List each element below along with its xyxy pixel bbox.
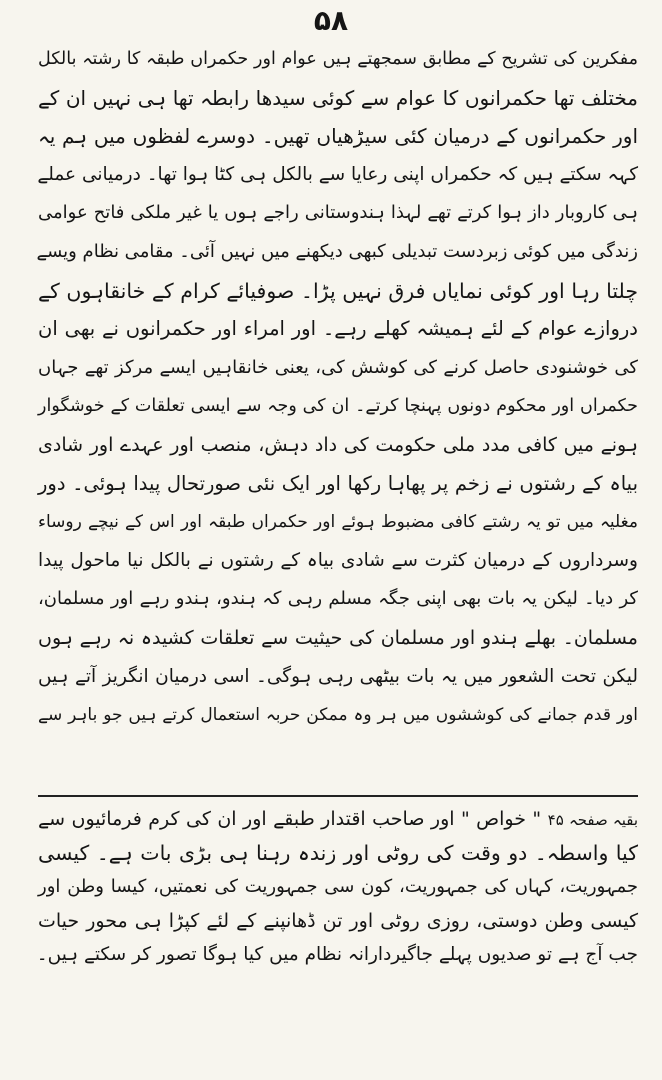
text-line: وسرداروں کے درمیان کثرت سے شادی بیاہ کے رشتوں نے بالکل نیا ماحول پیدا [38,549,638,571]
text-line: کی خوشنودی حاصل کرنے کی کوشش کی، یعنی خانقاہیں ایسے مرکز تھے جہاں [38,356,638,378]
text-line: ہونے میں کافی مدد ملی حکومت کی داد دہش، منصب اور عہدے اور شادی [38,433,638,456]
text-line: کہہ سکتے ہیں کہ حکمراں اپنی رعایا سے بالکل ہی کٹا ہوا تھا۔ درمیانی عملے [37,163,638,185]
footnote-line [38,802,638,836]
text-line: اور قدم جمانے کی کوششوں میں ہر وہ ممکن حربہ استعمال کرتے ہیں جو باہر سے [38,705,638,726]
page-number: ۵۸ [313,4,349,37]
footnote-text: " خواص " اور صاحب اقتدار طبقے اور ان کی کرم فرمائیوں سے [38,808,542,830]
text-line: مغلیہ میں تو یہ رشتے کافی مضبوط ہوئے اور حکمراں طبقہ اور اس کے نیچے روساء [38,512,638,533]
text-line: کر دیا۔ لیکن یہ بات بھی اپنی جگہ مسلم رہی کہ ہندو، ہندو رہے اور مسلمان، [38,588,638,610]
text-line: بیاہ کے رشتوں نے زخم پر پھاہا رکھا اور ایک نئی صورتحال پیدا ہوئی۔ دور [38,471,638,495]
text-line: مسلمان۔ بھلے ہندو اور مسلمان کی حیثیت سے تعلقات کشیدہ نہ رہے ہوں [38,626,638,649]
text-line: مفکرین کی تشریح کے مطابق سمجھتے ہیں عوام اور حکمراں طبقہ کا رشتہ بالکل [38,49,638,69]
footnote-divider [38,795,638,797]
text-line: ہی کاروبار داز ہوا کرتے تھے لہذا ہندوستانی راجے ہوں یا غیر ملکی فاتح عوامی [38,202,638,224]
body-text [38,40,638,735]
footnote-line: کیسی وطن دوستی، روزی روٹی اور تن ڈھانپنے کے لئے کپڑا ہی محور حیات [38,910,638,932]
text-line: چلتا رہا اور کوئی نمایاں فرق نہیں پڑا۔ صوفیائے کرام کے خانقاہوں کے [38,278,638,303]
text-line: اور حکمرانوں کے درمیان کئی سیڑھیاں تھیں۔ دوسرے لفظوں میں ہم یہ [38,124,638,149]
footnote-line: کیا واسطہ۔ دو وقت کی روٹی اور زندہ رہنا ہی بڑی بات ہے۔ کیسی [38,841,638,865]
text-line: دروازے عوام کے لئے ہمیشہ کھلے رہے۔ اور امراء اور حکمرانوں نے بھی ان [38,317,638,341]
text-line: حکمراں اور محکوم دونوں پہنچا کرتے۔ ان کی وجہ سے ایسی تعلقات کے خوشگوار [38,396,638,417]
footnote-line: جمہوریت، کہاں کی جمہوریت، کون سی جمہوریت کی نعمتیں، کیسا وطن اور [38,876,638,897]
text-line: مختلف تھا حکمرانوں کا عوام سے کوئی سیدھا رابطہ تھا ہی نہیں ان کے [38,85,638,110]
text-line: زندگی میں کوئی زبردست تبدیلی کبھی دیکھنے میں نہیں آئی۔ مقامی نظام ویسے [36,240,638,262]
footnote [38,802,638,972]
text-line: لیکن تحت الشعور میں یہ بات بیٹھی رہی ہوگی۔ اسی درمیان انگریز آتے ہیں [38,665,638,687]
footnote-line: جب آج ہے تو صدیوں پہلے جاگیردارانہ نظام میں کیا ہوگا تصور کر سکتے ہیں۔ [36,944,638,965]
footnote-reference: بقیہ صفحہ ۴۵ [547,811,638,829]
